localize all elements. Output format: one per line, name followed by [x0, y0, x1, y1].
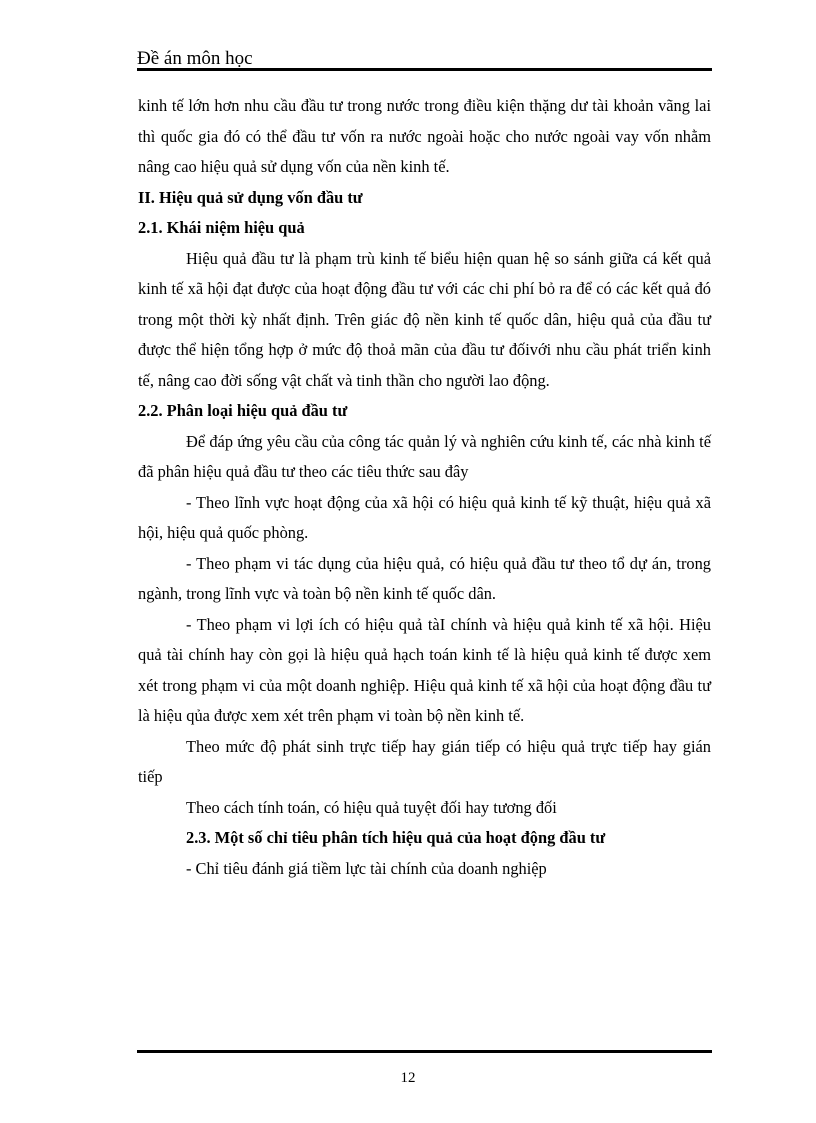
footer-divider	[137, 1050, 712, 1053]
paragraph-direct-indirect: Theo mức độ phát sinh trực tiếp hay gián tiếp có hiệu quả trực tiếp hay gián tiếp	[138, 736, 711, 786]
subsection-heading-2-2: 2.2. Phân loại hiệu quả đầu tư	[138, 401, 348, 420]
paragraph-continuation: kinh tế lớn hơn nhu cầu đầu tư trong nước trong điều kiện thặng dư tài khoản vãng lai thì quốc gia đó có thể đầu tư vốn ra nước ngoài hoặc cho nước ngoài vay vốn nhằm nâng cao hiệu quả sử dụng vốn của nền kinh tế.	[138, 96, 711, 176]
paragraph-classification-intro: Để đáp ứng yêu cầu của công tác quản lý và nghiên cứu kinh tế, các nhà kinh tế đã phân hiệu quả đầu tư theo các tiêu thức sau đây	[138, 431, 711, 481]
list-item-by-field: - Theo lĩnh vực hoạt động của xã hội có hiệu quả kinh tế kỹ thuật, hiệu quả xã hội, hiệu quả quốc phòng.	[138, 492, 711, 542]
list-item-by-benefit: - Theo phạm vi lợi ích có hiệu quả tàI chính và hiệu quả kinh tế xã hội. Hiệu quả tài chính hay còn gọi là hiệu quả hạch toán kinh tế là hiệu quả kinh tế được xem xét trong phạm vi của một doanh nghiệp. Hiệu quả kinh tế xã hội của hoạt động đầu tư là hiệu qủa được xem xét trên phạm vi toàn bộ nền kinh tế.	[138, 614, 711, 725]
paragraph-calculation: Theo cách tính toán, có hiệu quả tuyệt đối hay tương đối	[186, 797, 557, 817]
subsection-heading-2-3: 2.3. Một số chỉ tiêu phân tích hiệu quả của hoạt động đầu tư	[186, 828, 606, 847]
section-heading-ii: II. Hiệu quả sử dụng vốn đầu tư	[138, 187, 363, 207]
header-divider	[137, 68, 712, 71]
subsection-heading-2-1: 2.1. Khái niệm hiệu quả	[138, 218, 305, 237]
header-title: Đề án môn học	[137, 48, 253, 69]
paragraph-efficiency-concept: Hiệu quả đầu tư là phạm trù kinh tế biểu hiện quan hệ so sánh giữa cá kết quả kinh tế xã hội đạt được của hoạt động đầu tư với các chi phí bỏ ra để có các kết quả đó trong một thời kỳ nhất định. Trên giác độ nền kinh tế quốc dân, hiệu quả của đầu tư được thể hiện tổng hợp ở mức độ thoả mãn của đầu tư đốivới nhu cầu phát triển kinh tế, nâng cao đời sống vật chất và tinh thần cho người lao động.	[138, 248, 711, 390]
page-number: 12	[400, 1070, 416, 1086]
page-content	[138, 91, 711, 884]
list-item-financial-potential: - Chỉ tiêu đánh giá tiềm lực tài chính của doanh nghiệp	[186, 858, 547, 878]
list-item-by-scope: - Theo phạm vi tác dụng của hiệu quả, có hiệu quả đầu tư theo tổ dự án, trong ngành, trong lĩnh vực và toàn bộ nền kinh tế quốc dân.	[138, 553, 711, 603]
